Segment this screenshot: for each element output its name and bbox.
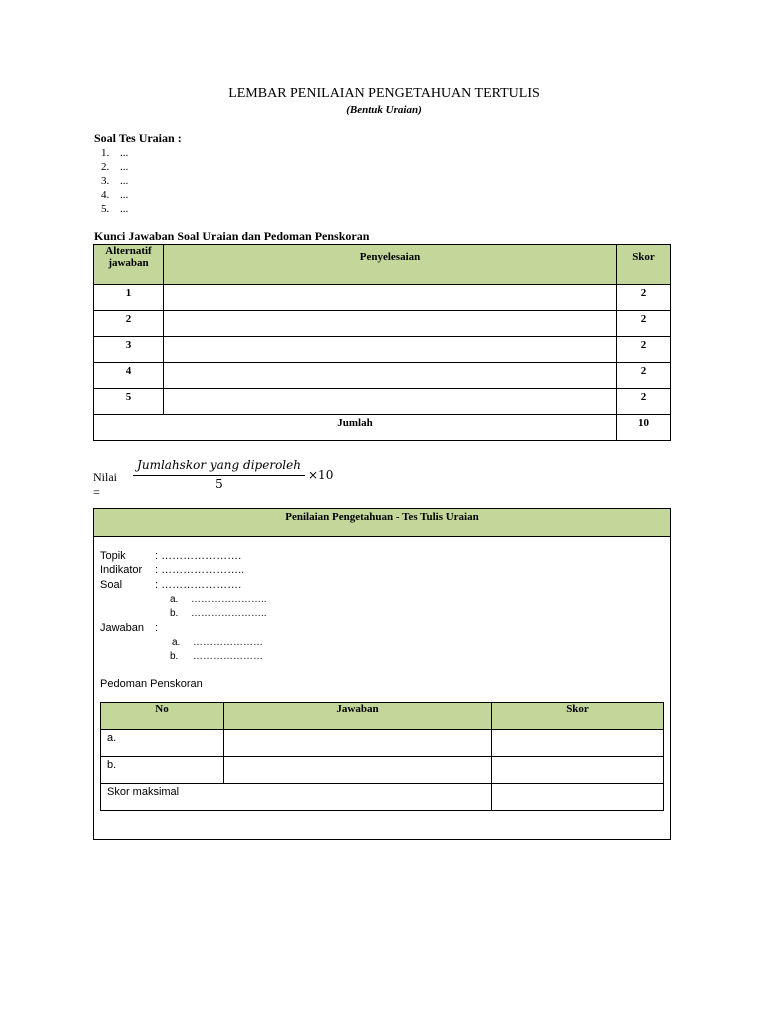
- row-penyelesaian: [164, 311, 617, 337]
- header-jawaban: Jawaban: [224, 703, 492, 730]
- nilai-fraction: [133, 458, 305, 491]
- kunci-header-row: [94, 245, 671, 285]
- header-skor: Skor: [617, 245, 671, 285]
- jawaban-label: Jawaban: [100, 622, 145, 634]
- soal-list: [101, 146, 128, 216]
- fraction-bar: [133, 475, 305, 476]
- row-skor: 2: [617, 363, 671, 389]
- row-skor: 2: [617, 285, 671, 311]
- soal-item-text: ...: [120, 203, 129, 215]
- row-number: 5: [94, 389, 164, 415]
- row-no: b.: [101, 757, 224, 784]
- row-skor: [492, 757, 664, 784]
- row-skor: 2: [617, 389, 671, 415]
- skor-maksimal-row: [101, 784, 664, 811]
- soal-sub-key: b.: [170, 608, 179, 619]
- jawaban-sub-key: b.: [170, 651, 179, 662]
- soal-item: [101, 202, 128, 216]
- page-title: LEMBAR PENILAIAN PENGETAHUAN TERTULIS: [228, 86, 540, 101]
- row-penyelesaian: [164, 389, 617, 415]
- row-no: a.: [101, 730, 224, 757]
- table-row: [94, 389, 671, 415]
- soal-item-text: ...: [120, 175, 129, 187]
- indikator-value: : …………………..: [155, 564, 245, 576]
- skor-maksimal-value: [492, 784, 664, 811]
- table-row: [94, 337, 671, 363]
- soal-heading: Soal Tes Uraian :: [94, 131, 182, 145]
- jawaban-sub-key: a.: [172, 637, 181, 648]
- jumlah-value: 10: [617, 415, 671, 441]
- penilaian-heading: Penilaian Pengetahuan - Tes Tulis Uraian: [94, 509, 670, 537]
- kunci-table: [93, 244, 671, 441]
- row-number: 1: [94, 285, 164, 311]
- soal-item-text: ...: [120, 161, 129, 173]
- jawaban-colon: :: [155, 622, 159, 634]
- soal-label: Soal: [100, 579, 123, 591]
- pedoman-header-row: [101, 703, 664, 730]
- soal-value: : ………………….: [155, 579, 242, 591]
- jumlah-row: [94, 415, 671, 441]
- row-number: 4: [94, 363, 164, 389]
- topik-label: Topik: [100, 550, 126, 562]
- soal-sub-value: …………………..: [191, 608, 267, 619]
- table-row: [101, 757, 664, 784]
- skor-maksimal-label: Skor maksimal: [101, 784, 492, 811]
- soal-item: [101, 160, 128, 174]
- row-penyelesaian: [164, 337, 617, 363]
- row-skor: [492, 730, 664, 757]
- kunci-heading: Kunci Jawaban Soal Uraian dan Pedoman Penskoran: [94, 229, 370, 243]
- nilai-label: Nilai =: [93, 470, 117, 499]
- row-jawaban: [224, 757, 492, 784]
- penilaian-box: [93, 508, 671, 840]
- soal-item: [101, 146, 128, 160]
- header-alternatif-jawaban: Alternatif jawaban: [94, 245, 164, 285]
- soal-item-text: ...: [120, 147, 129, 159]
- soal-item-number: 5.: [101, 203, 110, 215]
- row-jawaban: [224, 730, 492, 757]
- row-skor: 2: [617, 337, 671, 363]
- pedoman-label: Pedoman Penskoran: [100, 678, 203, 690]
- nilai-numerator: Jumlahskor yang diperoleh: [137, 458, 301, 472]
- jumlah-label: Jumlah: [94, 415, 617, 441]
- nilai-denominator: 5: [215, 477, 223, 491]
- pedoman-table: [100, 702, 664, 811]
- soal-item-number: 2.: [101, 161, 110, 173]
- header-penyelesaian: Penyelesaian: [164, 245, 617, 285]
- nilai-multiplier: ×10: [308, 468, 334, 482]
- header-skor: Skor: [492, 703, 664, 730]
- soal-item-number: 1.: [101, 147, 110, 159]
- soal-item-text: ...: [120, 189, 129, 201]
- header-no: No: [101, 703, 224, 730]
- soal-sub-value: …………………..: [191, 594, 267, 605]
- row-skor: 2: [617, 311, 671, 337]
- jawaban-sub-value: …………………: [193, 637, 263, 648]
- soal-sub-key: a.: [170, 594, 179, 605]
- table-row: [94, 311, 671, 337]
- row-penyelesaian: [164, 285, 617, 311]
- soal-item: [101, 188, 128, 202]
- soal-item-number: 4.: [101, 189, 110, 201]
- page-subtitle: (Bentuk Uraian): [346, 104, 422, 116]
- table-row: [101, 730, 664, 757]
- row-number: 2: [94, 311, 164, 337]
- soal-item: [101, 174, 128, 188]
- soal-item-number: 3.: [101, 175, 110, 187]
- row-number: 3: [94, 337, 164, 363]
- jawaban-sub-value: …………………: [193, 651, 263, 662]
- table-row: [94, 363, 671, 389]
- row-penyelesaian: [164, 363, 617, 389]
- indikator-label: Indikator: [100, 564, 143, 576]
- table-row: [94, 285, 671, 311]
- topik-value: : ………………….: [155, 550, 242, 562]
